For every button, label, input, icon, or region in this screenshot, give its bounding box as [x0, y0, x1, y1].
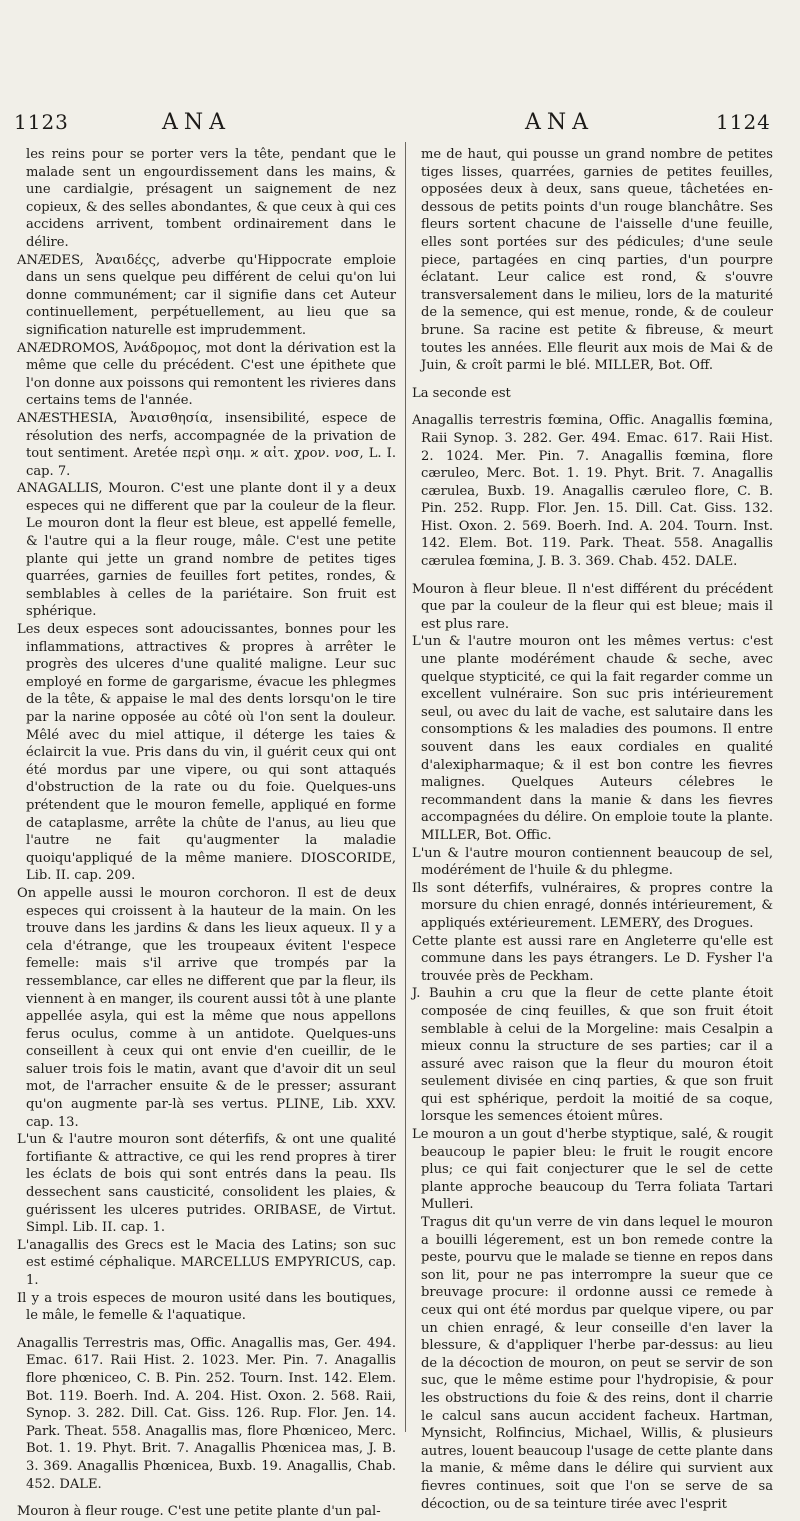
- entry-anagallis: ANAGALLIS, Mouron. C'est une plante dont il y a deux especes qui ne different que par la couleur de la fleur. Le mouron dont la fleur est bleue, est appellé femelle, & l'autre qui a la fleur rouge, mâle. C'est une petite plante qui jette un grand nombre de petites tiges quarrées, garnies de feuilles fort petites, rondes, & semblables à celles de la pariétaire. Son fruit est sphérique.: [17, 481, 396, 620]
- botanical-synonyms: Anagallis Terrestris mas, Offic. Anagallis mas, Ger. 494. Emac. 617. Raii Hist. 2. 1023. Mer. Pin. 7. Anagallis flore phœniceo, C. B. Pin. 252. Tourn. Inst. 142. Elem. Bot. 119. Boerh. Ind. A. 204. Hist. Oxon. 2. 568. Raii, Synop. 3. 282. Dill. Cat. Giss. 126. Rup. Flor. Jen. 14. Park. Theat. 558. Anagallis mas, flore Phœniceo, Merc. Bot. 1. 19. Phyt. Brit. 7. Anagallis Phœnicea mas, J. B. 3. 369. Anagallis Phœnicea, Buxb. 19. Anagallis, Chab. 452. DALE.: [17, 1335, 396, 1492]
- paragraph: Il y a trois especes de mouron usité dans les boutiques, le mâle, le femelle & l'aquatique.: [17, 1290, 396, 1324]
- paragraph: Mouron à fleur bleue. Il n'est différent du précédent que par la couleur de la fleur qui est bleue; mais il est plus rare.: [412, 581, 773, 632]
- right-page-number: 1124: [716, 110, 771, 134]
- paragraph: L'un & l'autre mouron contiennent beaucoup de sel, modérément de l'huile & du phlegme.: [412, 845, 773, 879]
- paragraph: La seconde est: [412, 385, 511, 401]
- left-running-title: ANA: [162, 110, 232, 135]
- paragraph: les reins pour se porter vers la tête, pendant que le malade sent un engourdissement dans les mains, & une cardialgie, présagent un saignement de nez copieux, & des selles abondantes, & que ceux à qui ces accidens arrivent, tombent ordinairement dans le délire.: [26, 147, 396, 250]
- paragraph: Mouron à fleur rouge. C'est une petite plante d'un pal-: [17, 1504, 381, 1520]
- paragraph: L'anagallis des Grecs est le Macia des Latins; son suc est estimé céphalique. MARCELLUS EMPYRICUS, cap. 1.: [17, 1237, 396, 1288]
- paragraph: J. Bauhin a cru que la fleur de cette plante étoit composée de cinq feuilles, & que son fruit étoit semblable à celui de la Morgeline: mais Cesalpin a mieux connu la structure de ses parties; car il a assuré avec raison que la fleur du mouron étoit seulement divisée en cinq parties, & que son fruit qui est sphérique, perdoit la moitié de sa coque, lorsque les semences étoient mûres.: [412, 986, 773, 1125]
- paragraph: Ils sont déterfifs, vulnéraires, & propres contre la morsure du chien enragé, donnés intérieurement, & appliqués extérieurement. LEMERY, des Drogues.: [412, 880, 773, 931]
- paragraph: Tragus dit qu'un verre de vin dans lequel le mouron a bouilli légerement, est un bon remede contre la peste, pourvu que le malade se tienne en repos dans son lit, pour ne pas interrompre la sueur que ce breuvage procure: il ordonne aussi ce remede à ceux qui ont été mordus par quelque vipere, ou par un chien enragé, & leur conseille d'en laver la blessure, & d'appliquer l'herbe par-dessus: au lieu de la décoction de mouron, on peut se servir de son suc, que le même estime pour l'hydropisie, & pour les obstructions du foie & des reins, dont il charrie le calcul sans aucun accident facheux. Hartman, Mynsicht, Rolfincius, Michael, Willis, & plusieurs autres, louent beaucoup l'usage de cette plante dans la manie, & même dans le délire qui survient aux fievres continues, soit que l'on se serve de sa décoction, ou de sa teinture tirée avec l'esprit: [421, 1215, 773, 1512]
- entry-anaedes: ANÆDES, Ἀναιδέςς, adverbe qu'Hippocrate emploie dans un sens quelque peu différent de celui qu'on lui donne communément; car il signifie dans cet Auteur continuellement, perpétuellement, au lieu que sa signification naturelle est imprudemment.: [17, 252, 396, 338]
- paragraph: L'un & l'autre mouron ont les mêmes vertus: c'est une plante modérément chaude & seche, avec quelque stypticité, ce qui la fait regarder comme un excellent vulnéraire. Son suc pris intérieurement seul, ou avec du lait de vache, est salutaire dans les consomptions & les maladies des poumons. Il entre souvent dans les eaux cordiales en qualité d'alexipharmaque; & il est bon contre les fievres malignes. Quelques Auteurs célebres le recommandent dans la manie & dans les fievres accompagnées du délire. On emploie toute la plante. MILLER, Bot. Offic.: [412, 634, 773, 843]
- column-divider: [405, 142, 406, 1432]
- botanical-synonyms: Anagallis terrestris fœmina, Offic. Anagallis fœmina, Raii Synop. 3. 282. Ger. 494. Emac. 617. Raii Hist. 2. 1024. Mer. Pin. 7. Anagallis fœmina, flore cæruleo, Merc. Bot. 1. 19. Phyt. Brit. 7. Anagallis cærulea, Buxb. 19. Anagallis cæruleo flore, C. B. Pin. 252. Rupp. Flor. Jen. 15. Dill. Cat. Giss. 132. Hist. Oxon. 2. 569. Boerh. Ind. A. 204. Tourn. Inst. 142. Elem. Bot. 119. Park. Theat. 558. Anagallis cærulea fœmina, J. B. 3. 369. Chab. 452. DALE.: [412, 413, 773, 570]
- paragraph: Le mouron a un gout d'herbe styptique, salé, & rougit beaucoup le papier bleu: le fruit le rougit encore plus; ce qui fait conjecturer que le sel de cette plante approche beaucoup du Terra foliata Tartari Mulleri.: [412, 1127, 773, 1213]
- paragraph: me de haut, qui pousse un grand nombre de petites tiges lisses, quarrées, garnies de petites feuilles, opposées deux à deux, sans queue, tâchetées en-dessous de petits points d'un rouge blanchâtre. Ses fleurs sortent chacune de l'aisselle d'une feuille, elles sont portées sur des pédicules; d'une seule piece, partagées en cinq parties, d'un pourpre éclatant. Leur calice est rond, & s'ouvre transversalement dans le milieu, lors de la maturité de la semence, qui est menue, ronde, & de couleur brune. Sa racine est petite & fibreuse, & meurt toutes les années. Elle fleurit aux mois de Mai & de Juin, & croît parmi le blé. MILLER, Bot. Off.: [421, 147, 773, 374]
- entry-anaedromos: ANÆDROMOS, Ἀνάδρομος, mot dont la dérivation est la même que celle du précédent. C'est une épithete que l'on donne aux poissons qui remontent les rivieres dans certains tems de l'année.: [17, 340, 396, 409]
- right-column: [412, 146, 773, 1513]
- paragraph: Les deux especes sont adoucissantes, bonnes pour les inflammations, attractives & propres à arrêter le progrès des ulceres d'une qualité maligne. Leur suc employé en forme de gargarisme, évacue les phlegmes de la tête, & appaise le mal des dents lorsqu'on le tire par la narine opposée au côté où l'on sent la douleur. Mêlé avec du miel attique, il déterge les taies & éclaircit la vue. Pris dans du vin, il guérit ceux qui ont été mordus par une vipere, ou qui sont attaqués d'obstruction de la rate ou du foie. Quelques-uns prétendent que le mouron femelle, appliqué en forme de cataplasme, arrête la chûte de l'anus, au lieu que l'autre ne fait qu'augmenter la maladie quoiqu'appliqué de la même maniere. DIOSCORIDE, Lib. II. cap. 209.: [17, 622, 396, 884]
- paragraph: On appelle aussi le mouron corchoron. Il est de deux especes qui croissent à la hauteur de la main. On les trouve dans les jardins & dans les lieux aqueux. Il y a cela d'étrange, que les troupeaux évitent l'espece femelle: mais s'il arrive que trompés par la ressemblance, car elles ne different que par la fleur, ils viennent à en manger, ils courent aussi tôt à une plante appellée asyla, qui est la même que nous appellons ferus oculus, comme à un antidote. Quelques-uns conseillent à ceux qui ont envie d'en cueillir, de le saluer trois fois le matin, avant que d'avoir dit un seul mot, de l'arracher ensuite & de le presser; assurant qu'on augmente par-là ses vertus. PLINE, Lib. XXV. cap. 13.: [17, 885, 396, 1130]
- paragraph: L'un & l'autre mouron sont déterfifs, & ont une qualité fortifiante & attractive, ce qui les rend propres à tirer les éclats de bois qui sont entrés dans la peau. Ils dessechent sans causticité, consolident les plaies, & guérissent les ulceres putrides. ORIBASE, de Virtut. Simpl. Lib. II. cap. 1.: [17, 1132, 396, 1236]
- paragraph: Cette plante est aussi rare en Angleterre qu'elle est commune dans les pays étrangers. Le D. Fysher l'a trouvée près de Peckham.: [412, 933, 773, 984]
- left-page-number: 1123: [14, 110, 69, 134]
- left-column: [17, 146, 396, 1521]
- right-running-title: ANA: [525, 110, 595, 135]
- entry-anaesthesia: ANÆSTHESIA, Ἀναισθησία, insensibilité, espece de résolution des nerfs, accompagnée de la privation de tout sentiment. Aretée περὶ σημ. ϰ αἰτ. χρον. νοσ, L. I. cap. 7.: [17, 410, 396, 479]
